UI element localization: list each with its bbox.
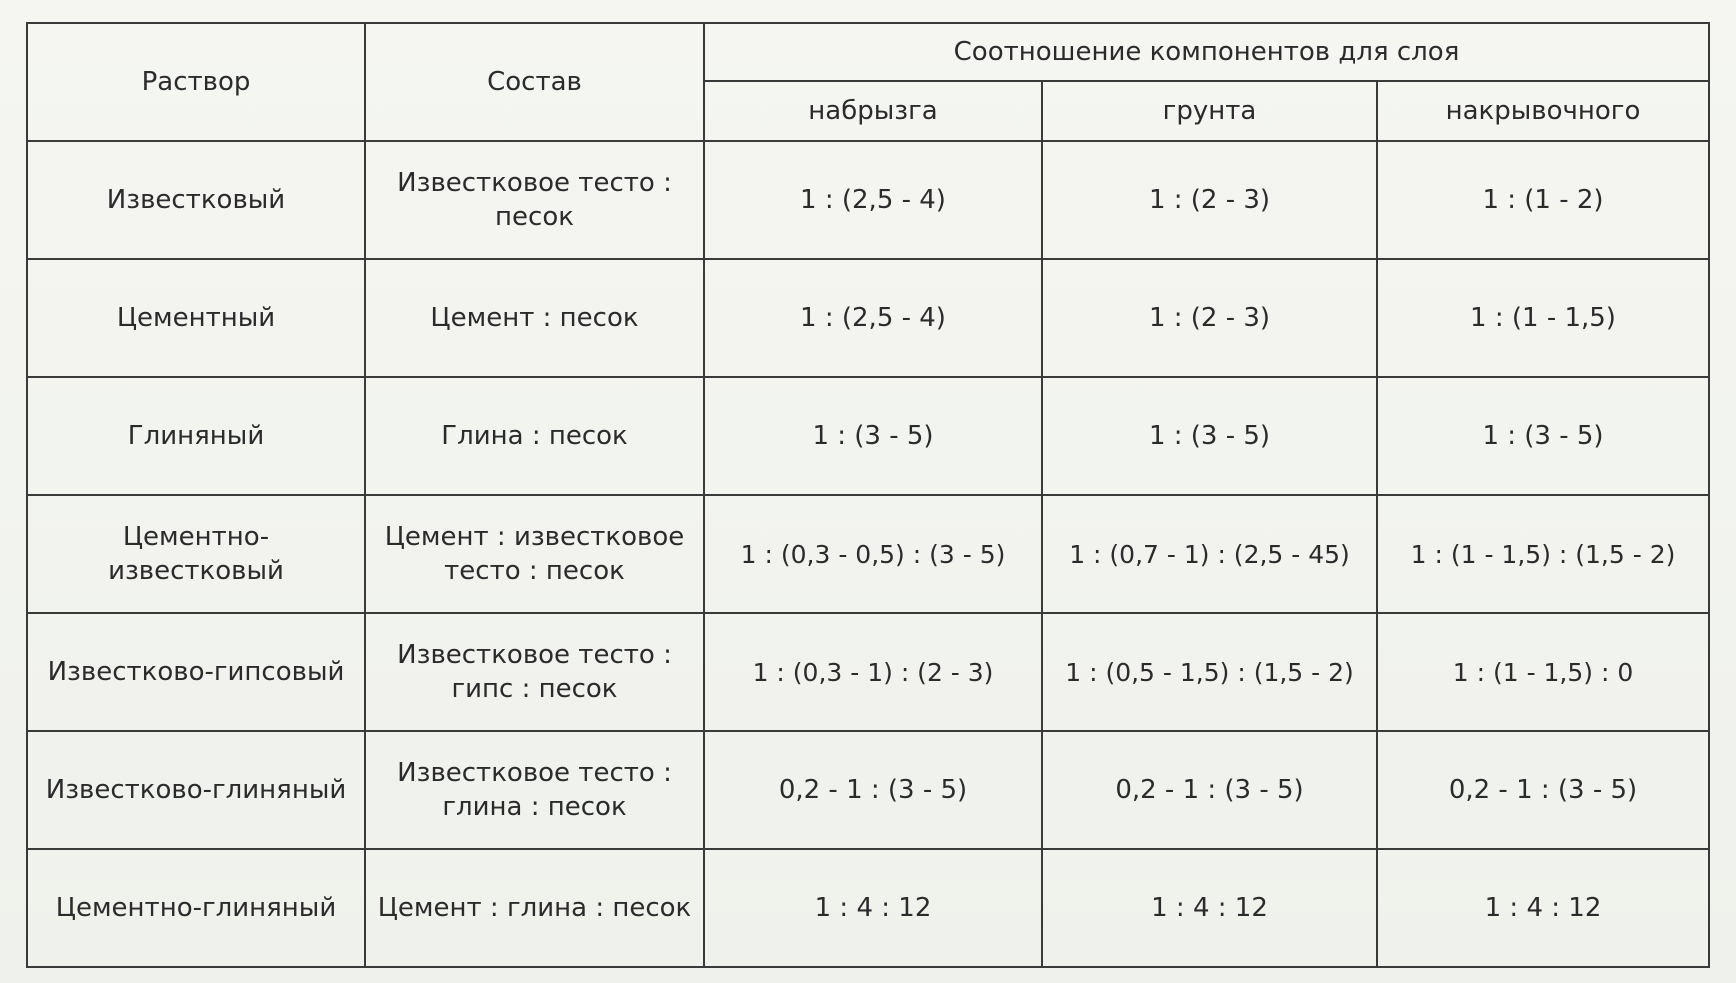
table-row xyxy=(27,849,1709,967)
cell-primer-ratio: 1 : 4 : 12 xyxy=(1042,849,1377,967)
composition-line: Известковое тесто : xyxy=(397,639,672,670)
composition-line: песок xyxy=(495,202,574,232)
cell-composition xyxy=(365,613,704,731)
composition-line: Известковое тесто : xyxy=(397,757,672,788)
cell-composition xyxy=(365,495,704,613)
table-row xyxy=(27,259,1709,377)
cell-solution: Известково-глиняный xyxy=(27,731,365,849)
composition-line: тесто : песок xyxy=(444,556,625,586)
solution-line: Цементно- xyxy=(122,521,270,552)
cell-primer-ratio: 1 : (2 - 3) xyxy=(1042,259,1377,377)
table-row xyxy=(27,495,1709,613)
cell-solution: Известковый xyxy=(27,141,365,259)
cell-composition xyxy=(365,377,704,495)
cell-solution: Цементный xyxy=(27,259,365,377)
header-composition: Состав xyxy=(365,23,704,141)
header-solution: Раствор xyxy=(27,23,365,141)
cell-finish-ratio: 1 : 4 : 12 xyxy=(1377,849,1709,967)
cell-spray-ratio: 1 : (2,5 - 4) xyxy=(704,259,1042,377)
composition-line: Известковое тесто : xyxy=(397,167,672,198)
cell-finish-ratio: 0,2 - 1 : (3 - 5) xyxy=(1377,731,1709,849)
cell-primer-ratio: 1 : (3 - 5) xyxy=(1042,377,1377,495)
cell-primer-ratio: 1 : (0,7 - 1) : (2,5 - 45) xyxy=(1042,495,1377,613)
cell-spray-ratio: 1 : (3 - 5) xyxy=(704,377,1042,495)
cell-finish-ratio: 1 : (1 - 2) xyxy=(1377,141,1709,259)
cell-solution: Известково-гипсовый xyxy=(27,613,365,731)
header-ratio-group: Соотношение компонентов для слоя xyxy=(704,23,1709,81)
cell-composition xyxy=(365,849,704,967)
cell-spray-ratio: 1 : (2,5 - 4) xyxy=(704,141,1042,259)
composition-line: Цемент : известковое xyxy=(384,521,685,552)
solution-line: известковый xyxy=(108,556,284,586)
cell-composition xyxy=(365,731,704,849)
composition-line: глина : песок xyxy=(442,792,627,822)
cell-primer-ratio: 0,2 - 1 : (3 - 5) xyxy=(1042,731,1377,849)
cell-spray-ratio: 1 : 4 : 12 xyxy=(704,849,1042,967)
composition-line: гипс : песок xyxy=(451,674,618,704)
header-layer-primer: грунта xyxy=(1042,81,1377,141)
table-row xyxy=(27,613,1709,731)
cell-primer-ratio: 1 : (2 - 3) xyxy=(1042,141,1377,259)
table-row xyxy=(27,731,1709,849)
cell-spray-ratio: 1 : (0,3 - 1) : (2 - 3) xyxy=(704,613,1042,731)
cell-solution: Цементно-глиняный xyxy=(27,849,365,967)
composition-line: Глина : песок xyxy=(441,420,628,451)
header-layer-finish: накрывочного xyxy=(1377,81,1709,141)
cell-solution xyxy=(27,495,365,613)
cell-primer-ratio: 1 : (0,5 - 1,5) : (1,5 - 2) xyxy=(1042,613,1377,731)
header-layer-spray: набрызга xyxy=(704,81,1042,141)
cell-finish-ratio: 1 : (1 - 1,5) xyxy=(1377,259,1709,377)
cell-spray-ratio: 1 : (0,3 - 0,5) : (3 - 5) xyxy=(704,495,1042,613)
cell-finish-ratio: 1 : (3 - 5) xyxy=(1377,377,1709,495)
cell-finish-ratio: 1 : (1 - 1,5) : (1,5 - 2) xyxy=(1377,495,1709,613)
table-row xyxy=(27,141,1709,259)
header-row-top xyxy=(27,23,1709,81)
cell-composition xyxy=(365,141,704,259)
cell-composition xyxy=(365,259,704,377)
table-row xyxy=(27,377,1709,495)
cell-spray-ratio: 0,2 - 1 : (3 - 5) xyxy=(704,731,1042,849)
composition-line: Цемент : глина : песок xyxy=(377,892,692,923)
composition-line: Цемент : песок xyxy=(430,302,639,333)
cell-finish-ratio: 1 : (1 - 1,5) : 0 xyxy=(1377,613,1709,731)
plaster-mix-ratio-table xyxy=(26,22,1710,968)
cell-solution: Глиняный xyxy=(27,377,365,495)
